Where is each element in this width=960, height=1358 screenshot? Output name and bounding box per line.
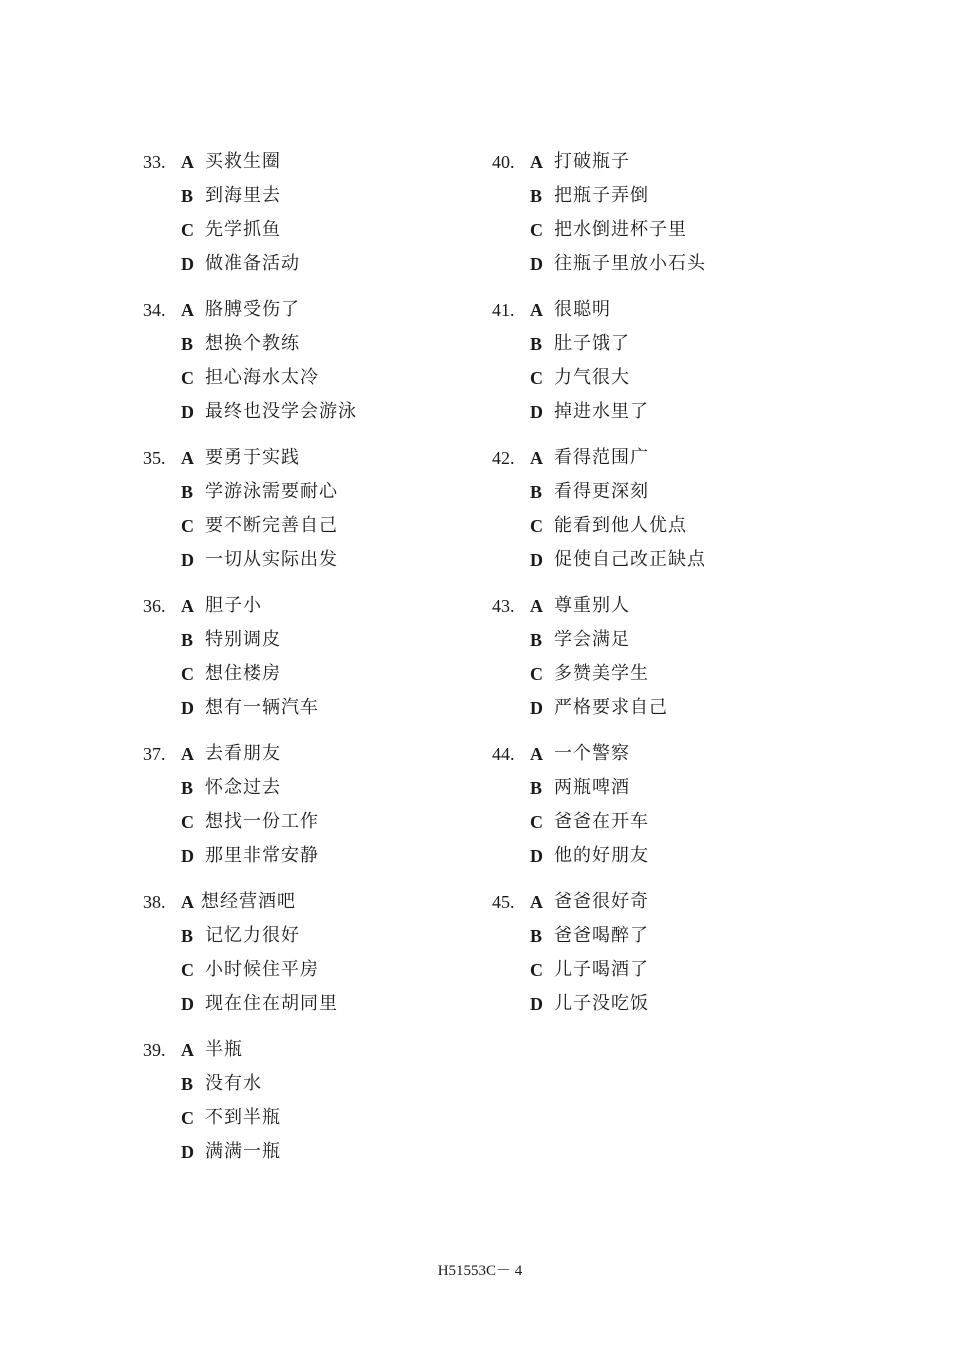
option-letter: C — [530, 516, 543, 536]
option-text: 爸爸很好奇 — [554, 891, 649, 912]
option-letter: B — [530, 630, 543, 650]
option-letter: C — [181, 516, 194, 536]
question-33 — [143, 146, 483, 294]
option-text: 那里非常安静 — [205, 845, 319, 866]
question-41 — [492, 294, 832, 442]
option-text: 严格要求自己 — [554, 697, 668, 718]
option-letter: B — [530, 482, 543, 502]
option-letter: C — [181, 220, 194, 240]
question-37 — [143, 738, 483, 886]
option-text: 怀念过去 — [205, 777, 281, 798]
question-34 — [143, 294, 483, 442]
option-letter: A — [530, 596, 543, 616]
option-letter: D — [181, 402, 194, 422]
question-number: 37. — [143, 744, 166, 764]
question-45 — [492, 886, 832, 1034]
question-number: 42. — [492, 448, 515, 468]
option-letter: A — [530, 448, 543, 468]
option-letter: A — [181, 892, 194, 912]
option-text: 做准备活动 — [205, 253, 300, 274]
option-text: 胳膊受伤了 — [205, 299, 300, 320]
option-letter: D — [181, 846, 194, 866]
option-letter: C — [181, 664, 194, 684]
question-number: 35. — [143, 448, 166, 468]
question-number: 33. — [143, 152, 166, 172]
option-letter: B — [530, 778, 543, 798]
option-text: 两瓶啤酒 — [554, 777, 630, 798]
question-number: 39. — [143, 1040, 166, 1060]
option-letter: D — [530, 254, 543, 274]
option-text: 特别调皮 — [205, 629, 281, 650]
option-text: 力气很大 — [554, 367, 630, 388]
option-letter: C — [530, 664, 543, 684]
option-text: 爸爸喝醉了 — [554, 925, 649, 946]
option-text: 掉进水里了 — [554, 401, 649, 422]
question-43 — [492, 590, 832, 738]
option-letter: C — [530, 368, 543, 388]
option-text: 去看朋友 — [205, 743, 281, 764]
option-text: 看得范围广 — [554, 447, 649, 468]
option-text: 要勇于实践 — [205, 447, 300, 468]
option-letter: B — [181, 1074, 194, 1094]
option-letter: C — [181, 1108, 194, 1128]
option-letter: A — [530, 152, 543, 172]
option-text: 能看到他人优点 — [554, 515, 687, 536]
option-letter: B — [181, 482, 194, 502]
right-column — [492, 146, 832, 1034]
left-column — [143, 146, 483, 1182]
option-text: 肚子饿了 — [554, 333, 630, 354]
question-number: 34. — [143, 300, 166, 320]
option-text: 先学抓鱼 — [205, 219, 281, 240]
option-text: 儿子喝酒了 — [554, 959, 649, 980]
option-letter: D — [530, 550, 543, 570]
page-footer: H51553C－ 4 — [437, 1263, 523, 1279]
question-35 — [143, 442, 483, 590]
option-text: 担心海水太冷 — [205, 367, 319, 388]
option-text: 把瓶子弄倒 — [554, 185, 649, 206]
question-number: 41. — [492, 300, 515, 320]
option-text: 不到半瓶 — [205, 1107, 281, 1128]
option-text: 很聪明 — [554, 299, 611, 320]
option-letter: A — [181, 152, 194, 172]
option-text: 买救生圈 — [205, 151, 281, 172]
option-text: 没有水 — [205, 1073, 262, 1094]
question-number: 38. — [143, 892, 166, 912]
option-letter: A — [181, 300, 194, 320]
option-text: 爸爸在开车 — [554, 811, 649, 832]
option-letter: C — [181, 368, 194, 388]
question-42 — [492, 442, 832, 590]
question-number: 40. — [492, 152, 515, 172]
option-text: 想有一辆汽车 — [205, 697, 319, 718]
option-text: 要不断完善自己 — [205, 515, 338, 536]
option-letter: C — [181, 960, 194, 980]
option-text: 多赞美学生 — [554, 663, 649, 684]
option-letter: D — [181, 698, 194, 718]
option-letter: B — [181, 334, 194, 354]
option-letter: D — [530, 846, 543, 866]
option-letter: D — [181, 1142, 194, 1162]
option-letter: B — [530, 186, 543, 206]
option-letter: C — [530, 812, 543, 832]
option-text: 到海里去 — [205, 185, 281, 206]
question-number: 43. — [492, 596, 515, 616]
option-text: 他的好朋友 — [554, 845, 649, 866]
option-text: 看得更深刻 — [554, 481, 649, 502]
option-letter: C — [530, 220, 543, 240]
option-text: 打破瓶子 — [554, 151, 630, 172]
option-letter: D — [530, 994, 543, 1014]
option-letter: A — [181, 1040, 194, 1060]
option-text: 促使自己改正缺点 — [554, 549, 706, 570]
option-letter: B — [530, 334, 543, 354]
option-text: 一个警察 — [554, 743, 630, 764]
question-44 — [492, 738, 832, 886]
option-letter: D — [530, 698, 543, 718]
option-letter: D — [181, 994, 194, 1014]
option-text: 胆子小 — [205, 595, 262, 616]
option-letter: A — [530, 744, 543, 764]
option-text: 半瓶 — [205, 1039, 243, 1060]
option-letter: A — [530, 892, 543, 912]
option-text: 小时候住平房 — [205, 959, 319, 980]
option-text: 学游泳需要耐心 — [205, 481, 338, 502]
option-letter: A — [181, 448, 194, 468]
option-letter: C — [530, 960, 543, 980]
option-letter: D — [181, 254, 194, 274]
option-letter: A — [181, 596, 194, 616]
option-letter: A — [181, 744, 194, 764]
option-text: 儿子没吃饭 — [554, 993, 649, 1014]
option-letter: D — [530, 402, 543, 422]
option-text: 尊重别人 — [554, 595, 630, 616]
option-letter: D — [181, 550, 194, 570]
option-text: 现在住在胡同里 — [205, 993, 338, 1014]
option-letter: B — [181, 630, 194, 650]
question-number: 36. — [143, 596, 166, 616]
question-40 — [492, 146, 832, 294]
option-letter: B — [181, 186, 194, 206]
question-38 — [143, 886, 483, 1034]
question-39 — [143, 1034, 483, 1182]
option-letter: C — [181, 812, 194, 832]
option-text: 把水倒进杯子里 — [554, 219, 687, 240]
option-text: 学会满足 — [554, 629, 630, 650]
option-letter: B — [181, 778, 194, 798]
option-text: 想找一份工作 — [205, 811, 319, 832]
option-text: 往瓶子里放小石头 — [554, 253, 706, 274]
option-letter: A — [530, 300, 543, 320]
option-text: 想经营酒吧 — [201, 891, 296, 912]
option-text: 一切从实际出发 — [205, 549, 338, 570]
option-text: 记忆力很好 — [205, 925, 300, 946]
question-number: 44. — [492, 744, 515, 764]
option-text: 最终也没学会游泳 — [205, 401, 357, 422]
option-text: 满满一瓶 — [205, 1141, 281, 1162]
question-number: 45. — [492, 892, 515, 912]
option-text: 想换个教练 — [205, 333, 300, 354]
option-text: 想住楼房 — [205, 663, 281, 684]
question-36 — [143, 590, 483, 738]
option-letter: B — [530, 926, 543, 946]
option-letter: B — [181, 926, 194, 946]
